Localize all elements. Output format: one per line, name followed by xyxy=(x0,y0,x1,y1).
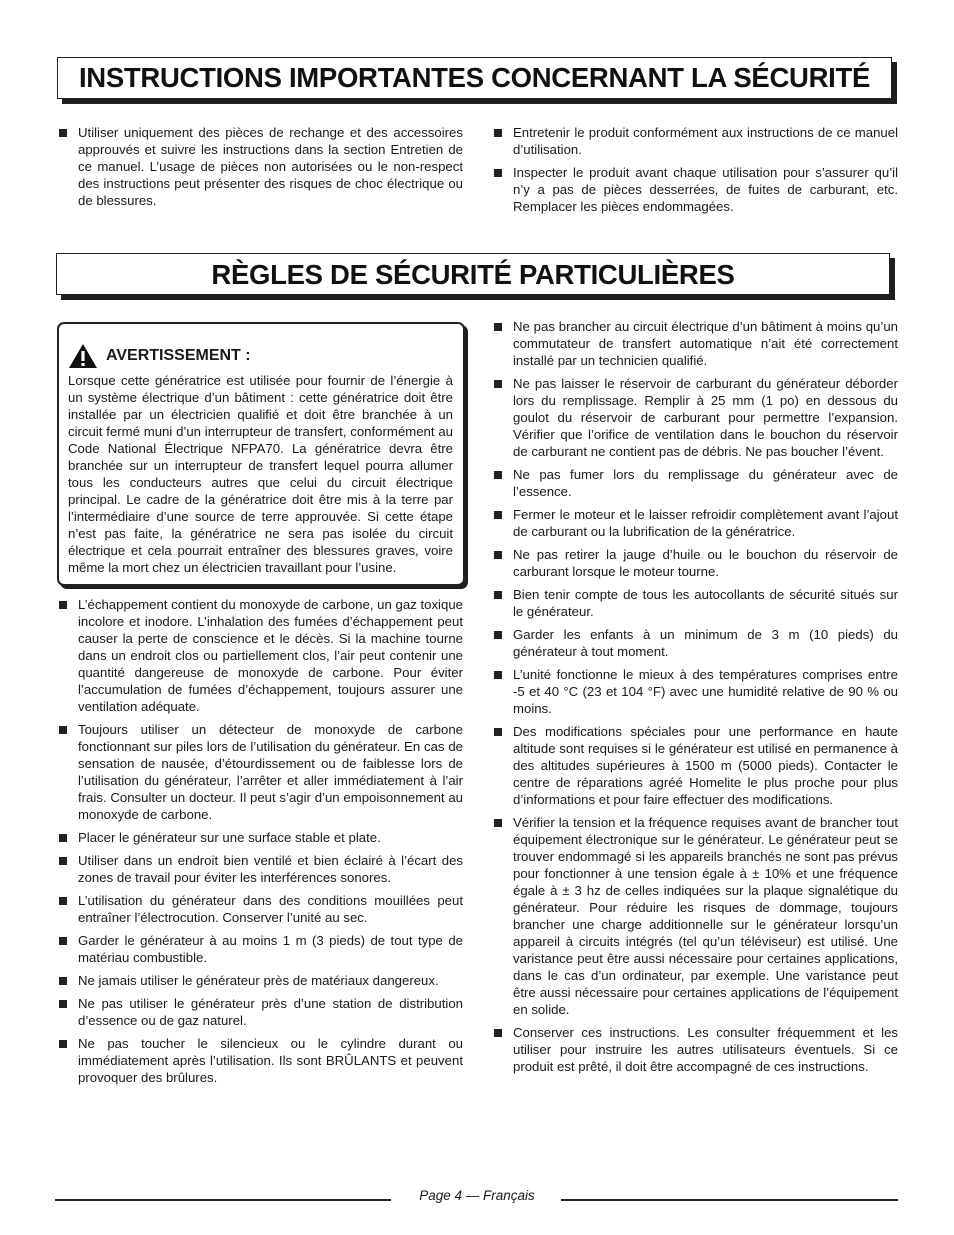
list-item xyxy=(492,375,898,460)
list-item xyxy=(492,466,898,500)
bullet-square-icon xyxy=(494,819,502,827)
header-title: RÈGLES DE SÉCURITÉ PARTICULIÈRES xyxy=(211,259,735,290)
list-item xyxy=(492,723,898,808)
left-safety-list xyxy=(57,596,463,1092)
list-item xyxy=(492,626,898,660)
page-footer xyxy=(55,1188,898,1208)
list-item-text: Des modifications spéciales pour une performance en haute altitude sont requises si le générateur est utilisé en permanence à des altitudes supérieures à 1500 m (5000 pieds). Contacter le centre de réparations agréé Homelite le plus proche pour plus d’informations et pour faire effectuer des modifications. xyxy=(513,724,898,807)
list-item-text: Ne jamais utiliser le générateur près de matériaux dangereux. xyxy=(78,973,439,988)
bullet-square-icon xyxy=(59,1040,67,1048)
list-item xyxy=(492,1024,898,1075)
bullet-square-icon xyxy=(59,937,67,945)
list-item xyxy=(57,721,463,823)
bullet-square-icon xyxy=(59,601,67,609)
bullet-square-icon xyxy=(494,728,502,736)
bullet-square-icon xyxy=(494,631,502,639)
list-item-text: Garder le générateur à au moins 1 m (3 pieds) de tout type de matériau combustible. xyxy=(78,933,463,965)
list-item xyxy=(492,318,898,369)
list-item xyxy=(492,586,898,620)
bullet-square-icon xyxy=(494,169,502,177)
list-item xyxy=(57,892,463,926)
list-item xyxy=(492,666,898,717)
bullet-square-icon xyxy=(494,551,502,559)
bullet-square-icon xyxy=(59,834,67,842)
list-item xyxy=(57,829,463,846)
bullet-square-icon xyxy=(494,471,502,479)
header-important-instructions xyxy=(57,57,892,99)
bullet-square-icon xyxy=(494,591,502,599)
list-item-text: Toujours utiliser un détecteur de monoxyde de carbone fonctionnant sur piles lors de l’utilisation du générateur. En cas de sensation de nausée, d’étourdissement ou de faiblesse lors de l’utilisation du générateur, l’arrêter et aller immédiatement à l’air frais. Consulter un docteur. Il peut s’agir d’un empoisonnement au monoxyde de carbone. xyxy=(78,722,463,822)
list-item-text: Utiliser dans un endroit bien ventilé et bien éclairé à l’écart des zones de travail pour éviter les interférences sonores. xyxy=(78,853,463,885)
bullet-square-icon xyxy=(59,977,67,985)
list-item-text: Placer le générateur sur une surface stable et plate. xyxy=(78,830,381,845)
list-item-text: Bien tenir compte de tous les autocollants de sécurité situés sur le générateur. xyxy=(513,587,898,619)
list-item xyxy=(492,506,898,540)
footer-rule-right xyxy=(561,1199,898,1201)
header-title: INSTRUCTIONS IMPORTANTES CONCERNANT LA SÉCURITÉ xyxy=(78,62,871,93)
list-item xyxy=(57,972,463,989)
list-item xyxy=(57,596,463,715)
list-item xyxy=(57,124,463,209)
list-item-text: Conserver ces instructions. Les consulter fréquemment et les utiliser pour instruire les autres utilisateurs éventuels. Si ce produit est prêté, il doit être accompagné de ces instructions. xyxy=(513,1025,898,1074)
list-item-text: Vérifier la tension et la fréquence requises avant de brancher tout équipement électronique sur le générateur. Le générateur peut se trouver endommagé si les appareils branchés ne sont pas prévus pour fonctionner à une tension égale à ± 10% et une fréquence égale à ± 3 hz de celles indiquées sur la plaque signalétique du générateur. Pour réduire les risques de dommage, toujours brancher une charge additionnelle sur le générateur lorsqu’un appareil à circuits intégrés (tel qu’un téléviseur) est utilisé. Une varistance peut être aussi nécessaire pour certaines applications, dans le cas d’un ordinateur, par exemple. Une varistance peut être aussi nécessaire pour certaines applications de l’équipement en solide. xyxy=(513,815,898,1017)
list-item xyxy=(57,1035,463,1086)
list-item-text: L’unité fonctionne le mieux à des températures comprises entre -5 et 40 °C (23 et 104 °F) avec une humidité relative de 90 % ou moins. xyxy=(513,667,898,716)
list-item-text: Ne pas utiliser le générateur près d’une station de distribution d’essence ou de gaz naturel. xyxy=(78,996,463,1028)
list-item-text: L’utilisation du générateur dans des conditions mouillées peut entraîner l’électrocution. Conserver l’unité au sec. xyxy=(78,893,463,925)
list-item-text: Ne pas brancher au circuit électrique d’un bâtiment à moins qu’un commutateur de transfert automatique n’ait été correctement installé par un technicien qualifié. xyxy=(513,319,898,368)
bullet-square-icon xyxy=(59,1000,67,1008)
list-item-text: Ne pas toucher le silencieux ou le cylindre durant ou immédiatement après l’utilisation. Ils sont BRÛLANTS et peuvent provoquer des brûlures. xyxy=(78,1036,463,1085)
list-item-text: Ne pas retirer la jauge d’huile ou le bouchon du réservoir de carburant lorsque le moteur tourne. xyxy=(513,547,898,579)
list-item xyxy=(492,814,898,1018)
list-item-text: Inspecter le produit avant chaque utilisation pour s’assurer qu’il n’y a pas de pièces desserrées, de fuites de carburant, etc. Remplacer les pièces endommagées. xyxy=(513,165,898,214)
bullet-square-icon xyxy=(494,1029,502,1037)
header-special-rules xyxy=(56,253,890,295)
warning-text: Lorsque cette génératrice est utilisée pour fournir de l’énergie à un système électrique d’un bâtiment : cette génératrice doit être installée par un électricien qualifié et doit être branchée à un circuit fermé muni d’un interrupteur de transfert, conformément au Code National Électrique NFPA70. La génératrice devra être branchée sur un interrupteur de transfert lequel pourra allumer tous les conducteurs autres que celui du circuit électrique principal. Le cadre de la génératrice doit être mis à la terre par l’intermédiaire d’une source de terre approuvée. Si cette étape n’est pas faite, la génératrice ne sera pas isolée du circuit électrique et cela pourrait entraîner des blessures graves, voire même la mort chez un électricien travaillant pour l’usine. xyxy=(68,373,453,575)
bullet-square-icon xyxy=(494,511,502,519)
list-item-text: Fermer le moteur et le laisser refroidir complètement avant l’ajout de carburant ou la lubrification de la génératrice. xyxy=(513,507,898,539)
list-item xyxy=(57,852,463,886)
bullet-square-icon xyxy=(59,129,67,137)
bullet-square-icon xyxy=(494,380,502,388)
list-item-text: Ne pas fumer lors du remplissage du générateur avec de l’essence. xyxy=(513,467,898,499)
bullet-square-icon xyxy=(59,857,67,865)
bullet-square-icon xyxy=(59,897,67,905)
warning-title: AVERTISSEMENT : xyxy=(106,347,251,364)
bullet-square-icon xyxy=(494,323,502,331)
list-item xyxy=(492,124,898,158)
right-safety-list xyxy=(492,318,898,1081)
footer-page-label: Page 4 — Français xyxy=(419,1188,535,1203)
warning-box xyxy=(57,322,465,586)
bullet-square-icon xyxy=(59,726,67,734)
list-item xyxy=(57,932,463,966)
list-item xyxy=(492,546,898,580)
top-right-column xyxy=(492,124,898,221)
list-item-text: L’échappement contient du monoxyde de carbone, un gaz toxique incolore et inodore. L’inhalation des fumées d’échappement peut causer la perte de conscience et le décès. Si la machine tourne dans un endroit clos ou partiellement clos, l’air peut contenir une quantité dangereuse de monoxyde de carbone. Pour éviter l’accumulation de fumées d’échappement, toujours assurer une ventilation adéquate. xyxy=(78,597,463,714)
list-item xyxy=(492,164,898,215)
list-item-text: Garder les enfants à un minimum de 3 m (10 pieds) du générateur à tout moment. xyxy=(513,627,898,659)
list-item-text: Entretenir le produit conformément aux instructions de ce manuel d’utilisation. xyxy=(513,125,898,157)
bullet-square-icon xyxy=(494,129,502,137)
list-item xyxy=(57,995,463,1029)
footer-rule-left xyxy=(55,1199,391,1201)
warning-triangle-icon xyxy=(68,343,98,369)
list-item-text: Ne pas laisser le réservoir de carburant du générateur déborder lors du remplissage. Remplir à 25 mm (1 po) en dessous du goulot du réservoir de carburant pour permettre l’expansion. Vérifier que l’orifice de ventilation dans le bouchon du réservoir de carburant ne contient pas de débris. Ne pas boucher l’évent. xyxy=(513,376,898,459)
bullet-square-icon xyxy=(494,671,502,679)
list-item-text: Utiliser uniquement des pièces de rechange et des accessoires approuvés et suivre les instructions dans la section Entretien de ce manuel. L’usage de pièces non autorisées ou le non-respect des instructions peut présenter des risques de choc électrique ou de blessures. xyxy=(78,125,463,208)
warning-title-row xyxy=(68,344,453,368)
top-left-column xyxy=(57,124,463,215)
